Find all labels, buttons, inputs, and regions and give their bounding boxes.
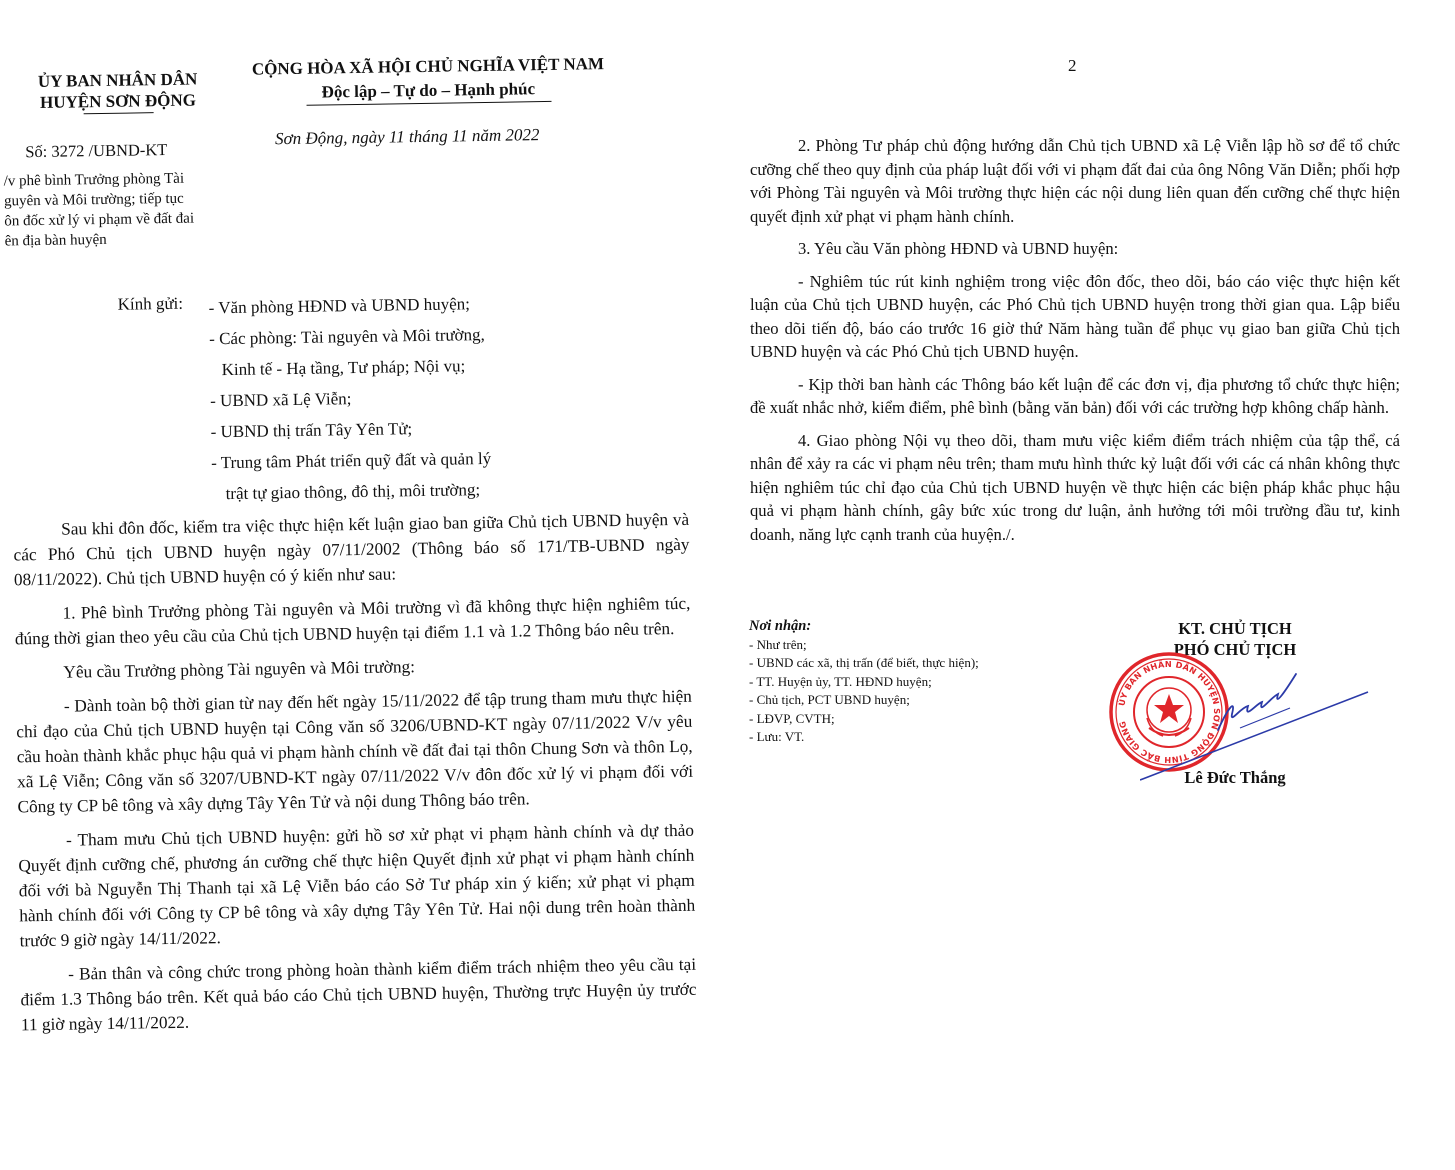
subject-line: ên địa bàn huyện [4, 231, 107, 250]
bullet-paragraph: - Nghiêm túc rút kinh nghiệm trong việc đôn đốc, theo dõi, báo cáo việc thực hiện kết luận của Chủ tịch UBND huyện, các Phó Chủ tịch UBND huyện trong thời gian qua. Lập biểu theo dõi tiến độ, báo cáo trước 16 giờ thứ Năm hàng tuần để phục vụ giao ban giữa Chủ tịch UBND huyện và các Phó Chủ tịch UBND huyện. [750, 271, 1400, 361]
item-1-paragraph: 1. Phê bình Trưởng phòng Tài nguyên và Môi trường vì đã không thực hiện nghiêm túc, đúng thời gian theo yêu cầu của Chủ tịch UBND huyện tại điểm 1.1 và 1.2 Thông báo nêu trên. [14, 593, 691, 649]
noi-nhan-item: - Như trên; [749, 636, 807, 652]
recipients-list [208, 286, 631, 510]
noi-nhan-label: Nơi nhận: [749, 618, 812, 634]
noi-nhan-item: - UBND các xã, thị trấn (để biết, thực hiện); [749, 655, 979, 670]
nation-line-1: CỘNG HÒA XÃ HỘI CHỦ NGHĨA VIỆT NAM [251, 54, 605, 79]
noi-nhan-item: - Lưu: VT. [749, 729, 805, 744]
item-3-paragraph: 3. Yêu cầu Văn phòng HĐND và UBND huyện: [798, 239, 1119, 258]
page-number: 2 [1068, 56, 1077, 75]
issuing-organization [10, 68, 226, 115]
recipient-item: trật tự giao thông, đô thị, môi trường; [225, 480, 481, 504]
bullet-paragraph: - Tham mưu Chủ tịch UBND huyện: gửi hồ sơ xử phạt vi phạm hành chính và dự thảo Quyết định cưỡng chế, phương án cưỡng chế thực hiện Quyết định xử phạt vi phạm hành chính đối với bà Nguyễn Thị Thanh tại xã Lệ Viễn báo cáo Sở Tư pháp xin ý kiến; xử phạt vi phạm hành chính đối với Công ty CP bê tông và xây dựng Tây Yên Tử. Hai nội dung trên hoàn thành trước 9 giờ ngày 14/11/2022. [18, 820, 696, 951]
bullet-paragraph: - Dành toàn bộ thời gian từ nay đến hết ngày 15/11/2022 để tập trung tham mưu thực hiện chỉ đạo của Chủ tịch UBND huyện tại Công văn số 3206/UBND-KT ngày 07/11/2022 V/v yêu cầu hoàn thành khắc phục hậu quả vi phạm hành chính về đất đai tại thôn Chung Sơn và thôn Lọ, xã Lệ Viễn; Công văn số 3207/UBND-KT ngày 07/11/2022 V/v đôn đốc xử lý vi phạm đối với Công ty CP bê tông và xây dựng Tây Yên Tử và nội dung Thông báo trên. [16, 686, 694, 817]
org-line-2: HUYỆN SƠN ĐỘNG [39, 90, 197, 112]
recipient-item: - Trung tâm Phát triển quỹ đất và quản lý [210, 448, 492, 473]
page-2 [735, 0, 1455, 1164]
signature-title-line-1: KT. CHỦ TỊCH [1178, 619, 1292, 638]
recipient-item: Kinh tế - Hạ tầng, Tư pháp; Nội vụ; [221, 356, 466, 380]
nation-line-2: Độc lập – Tự do – Hạnh phúc [321, 79, 536, 102]
subject-line: guyên và Môi trường; tiếp tục [3, 190, 184, 210]
document-number: Số: 3272 /UBND-KT [25, 139, 168, 162]
document-subject [4, 168, 235, 252]
org-underline [83, 112, 153, 114]
recipients-footer [749, 617, 1049, 747]
noi-nhan-item: - TT. Huyện ủy, TT. HĐND huyện; [749, 673, 932, 689]
recipients-label: Kính gửi: [117, 293, 184, 314]
handwritten-signature [1140, 668, 1380, 783]
subject-line: /v phê bình Trưởng phòng Tài [3, 170, 185, 190]
seal-text: ỦY BAN NHÂN DÂN HUYỆN SƠN ĐỘNG TỈNH BẮC GIANG [1116, 658, 1223, 766]
noi-nhan-item: - LĐVP, CVTH; [749, 710, 835, 726]
left-body [13, 507, 697, 1038]
intro-paragraph: Sau khi đôn đốc, kiểm tra việc thực hiện kết luận giao ban giữa Chủ tịch UBND huyện và các Phó Chủ tịch UBND huyện ngày 07/11/2002 (Thông báo số 171/TB-UBND ngày 08/11/2022). Chủ tịch UBND huyện có ý kiến như sau: [13, 509, 690, 590]
recipient-item: - UBND thị trấn Tây Yên Tử; [210, 419, 413, 442]
item-4-paragraph: 4. Giao phòng Nội vụ theo dõi, tham mưu việc kiểm điểm trách nhiệm của tập thể, cá nhân để xảy ra các vi phạm nêu trên; tham mưu hình thức kỷ luật đối với các cá nhân không thực hiện nghiêm túc chỉ đạo của Chủ tịch UBND huyện về thực hiện các biện pháp khắc phục hậu quả vi phạm hành chính, gây bức xúc trong dư luận, ảnh hưởng tới môi trường đầu tư, kinh doanh, năng lực cạnh tranh của huyện./. [750, 430, 1400, 544]
noi-nhan-item: - Chủ tịch, PCT UBND huyện; [749, 692, 910, 707]
signer-name: Lê Đức Thắng [1184, 768, 1286, 787]
right-body [750, 134, 1400, 555]
bullet-paragraph: - Kịp thời ban hành các Thông báo kết luận để các đơn vị, địa phương tổ chức thực hiện; đề xuất nhắc nhở, kiểm điểm, phê bình (bằng văn bản) đối với các trường hợp không chấp hành. [750, 374, 1400, 417]
request-paragraph: Yêu cầu Trưởng phòng Tài nguyên và Môi trường: [63, 657, 416, 682]
subject-line: ôn đốc xử lý vi phạm về đất đai [4, 210, 195, 230]
place-date: Sơn Động, ngày 11 tháng 11 năm 2022 [274, 125, 540, 149]
recipient-item: - UBND xã Lệ Viễn; [210, 389, 352, 411]
recipient-item: - Các phòng: Tài nguyên và Môi trường, [209, 325, 485, 349]
item-2-paragraph: 2. Phòng Tư pháp chủ động hướng dẫn Chủ tịch UBND xã Lệ Viễn lập hồ sơ để tổ chức cưỡng chế theo quy định của pháp luật đối với vi phạm đất đai của ông Nông Văn Diễn; phối hợp với Phòng Tài nguyên và Môi trường thực hiện các nội dung liên quan đến cưỡng chế thực hiện quyết định xử phạt vi phạm hành chính. [750, 136, 1400, 226]
signature-title-line-2: PHÓ CHỦ TỊCH [1173, 640, 1297, 659]
national-motto [228, 52, 629, 107]
org-line-1: ỦY BAN NHÂN DÂN [37, 69, 198, 91]
recipient-item: - Văn phòng HĐND và UBND huyện; [208, 294, 471, 318]
bullet-paragraph: - Bản thân và công chức trong phòng hoàn thành kiểm điểm trách nhiệm theo yêu cầu tại điểm 1.3 Thông báo trên. Kết quả báo cáo Chủ tịch UBND huyện, Thường trực Huyện ủy trước 11 giờ ngày 14/11/2022. [20, 954, 697, 1035]
